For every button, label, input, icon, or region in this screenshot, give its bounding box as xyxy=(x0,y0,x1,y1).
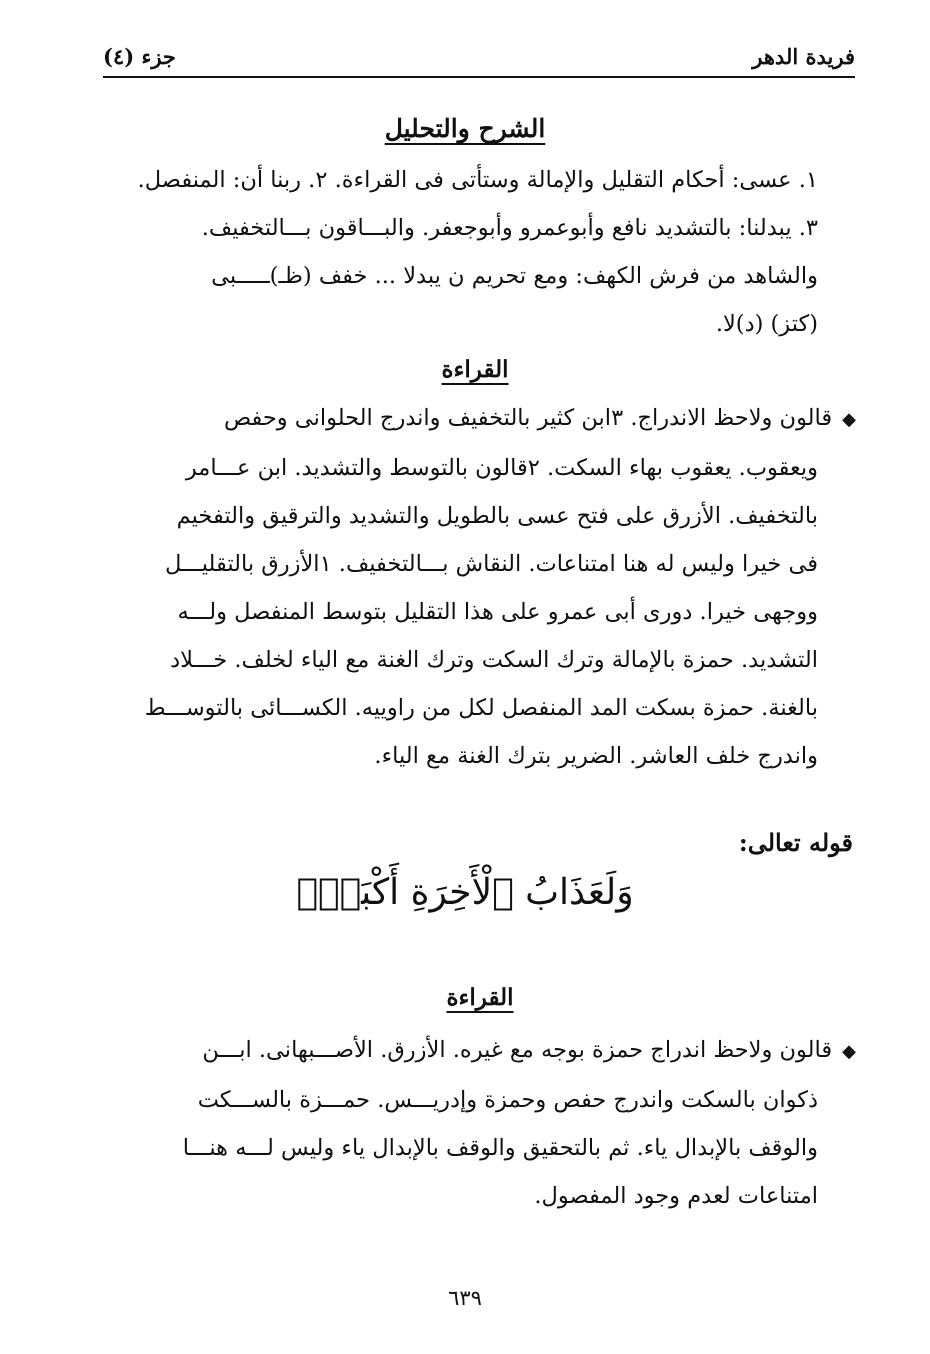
page-number: ٦٣٩ xyxy=(448,1286,482,1310)
section-heading-reading-1: القراءة xyxy=(441,356,509,383)
reading-line: ◆قالون ولاحظ اندراج حمزة بوجه مع غيره. الأزرق. الأصـــبهانى. ابـــن xyxy=(202,1037,856,1063)
reading-line: بالغنة. حمزة بسكت المد المنفصل لكل من راوييه. الكســـائى بالتوســـط xyxy=(144,695,818,721)
running-header xyxy=(103,44,855,80)
reading-line: ووجهى خيرا. دورى أبى عمرو على هذا التقليل بتوسط المنفصل ولـــه xyxy=(177,599,818,625)
book-title: فريدة الدهر xyxy=(752,44,855,69)
explanation-line: ١. عسى: أحكام التقليل والإمالة وستأتى فى القراءة. ٢. ربنا أن: المنفصل. xyxy=(137,167,818,193)
reading-line: ويعقوب. يعقوب بهاء السكت. ٢قالون بالتوسط والتشديد. ابن عـــامر xyxy=(185,455,818,481)
reading-line: والوقف بالإبدال ياء. ثم بالتحقيق والوقف بالإبدال ياء وليس لـــه هنـــا xyxy=(182,1135,818,1161)
reading-line: واندرج خلف العاشر. الضرير بترك الغنة مع الياء. xyxy=(374,743,818,769)
reading-paragraph-2 xyxy=(106,1026,856,1220)
explanation-line: (كتز) (د)لا. xyxy=(715,311,818,337)
section-heading-reading-2: القراءة xyxy=(446,984,514,1011)
reading-line: امتناعات لعدم وجود المفصول. xyxy=(534,1183,818,1209)
quran-verse: وَلَعَذَابُ ٱلْأَخِرَةِ أَكْبَرُۚ xyxy=(296,872,634,913)
bullet-diamond-icon: ◆ xyxy=(842,1041,856,1062)
part-number: جزء (٤) xyxy=(103,44,176,69)
explanation-paragraph xyxy=(106,156,818,348)
reading-paragraph-1 xyxy=(106,394,856,780)
reading-line: ذكوان بالسكت واندرج حفص وحمزة وإدريـــس. حمـــزة بالســـكت xyxy=(197,1087,818,1113)
explanation-line: ٣. يبدلنا: بالتشديد نافع وأبوعمرو وأبوجعفر. والبـــاقون بـــالتخفيف. xyxy=(201,215,818,241)
bullet-diamond-icon: ◆ xyxy=(842,409,856,430)
verse-label: قوله تعالى: xyxy=(738,828,853,857)
reading-line: ◆قالون ولاحظ الاندراج. ٣ابن كثير بالتخفيف واندرج الحلوانى وحفص xyxy=(223,405,856,431)
reading-line: فى خيرا وليس له هنا امتناعات. النقاش بـــالتخفيف. ١الأزرق بالتقليـــل xyxy=(164,551,818,577)
reading-line: التشديد. حمزة بالإمالة وترك السكت وترك الغنة مع الياء لخلف. خـــلاد xyxy=(170,647,818,673)
explanation-line: والشاهد من فرش الكهف: ومع تحريم ن يبدلا ... خفف (ظـ)ـــــبى xyxy=(211,263,818,289)
header-rule xyxy=(103,76,855,78)
reading-line: بالتخفيف. الأزرق على فتح عسى بالطويل والتشديد والترقيق والتفخيم xyxy=(176,503,818,529)
section-heading-explanation: الشرح والتحليل xyxy=(384,114,546,143)
